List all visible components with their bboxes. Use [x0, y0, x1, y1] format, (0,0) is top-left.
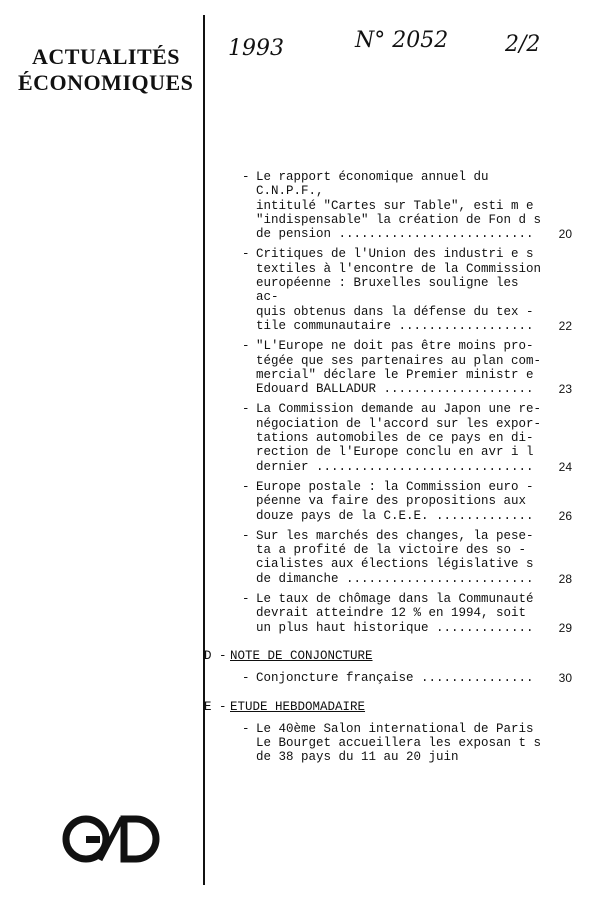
section-heading: NOTE DE CONJONCTURE	[230, 648, 373, 663]
toc-entry: - La Commission demande au Japon une re- négociation de l'accord sur les expor- tations automobiles de ce pays en di- rection de l'Europe conclu en avr i l dernier ............................. 24	[242, 402, 572, 474]
toc-entry-text: Critiques de l'Union des industri e s textiles à l'encontre de la Commission européenne : Bruxelles souligne les ac- quis obtenus dans la défense du tex - tile communautaire ..................	[256, 247, 542, 333]
toc-entry: - Sur les marchés des changes, la pese- ta a profité de la victoire des so - cialistes aux élections législative s de dimanche ......................... 28	[242, 528, 572, 586]
toc-entry-text: Sur les marchés des changes, la pese- ta a profité de la victoire des so - cialistes aux élections législative s de dimanche .........................	[256, 528, 534, 586]
section-d	[204, 649, 580, 663]
toc-entry-page: 30	[558, 671, 572, 686]
toc-entry-page: 29	[558, 620, 572, 635]
masthead	[18, 44, 198, 96]
toc-entry-text: Le 40ème Salon international de Paris Le Bourget accueillera les exposan t s de 38 pays du 11 au 20 juin	[256, 721, 542, 765]
toc-entry: - Europe postale : la Commission euro - péenne va faire des propositions aux douze pays de la C.E.E. ............. 26	[242, 479, 572, 523]
toc-entry: - Le 40ème Salon international de Paris Le Bourget accueillera les exposan t s de 38 pays du 11 au 20 juin	[230, 722, 580, 765]
section-letter: D -	[204, 648, 227, 663]
toc-entry-page: 22	[558, 318, 572, 333]
masthead-line-2: ÉCONOMIQUES	[18, 70, 194, 95]
toc-entry: - Le taux de chômage dans la Communauté devrait atteindre 12 % en 1994, soit un plus haut historique ............. 29	[242, 592, 572, 635]
toc-entry-text: "L'Europe ne doit pas être moins pro- tégée que ses partenaires au plan com- mercial" déclare le Premier ministr e Edouard BALLADUR ....................	[256, 339, 542, 397]
toc-entry-page: 26	[558, 508, 572, 523]
table-of-contents	[204, 170, 580, 771]
toc-entry: - "L'Europe ne doit pas être moins pro- tégée que ses partenaires au plan com- mercial" déclare le Premier ministr e Edouard BALLADUR .................... 23	[242, 339, 572, 397]
handwritten-year: 1993	[228, 36, 284, 61]
toc-entry-text: La Commission demande au Japon une re- négociation de l'accord sur les expor- tations automobiles de ce pays en di- rection de l'Europe conclu en avr i l dernier .............................	[256, 402, 542, 474]
toc-entry-text: Le rapport économique annuel du C.N.P.F., intitulé "Cartes sur Table", esti m e "indispensable" la création de Fon d s de pension ..........................	[256, 170, 542, 242]
section-e	[204, 700, 580, 714]
handwritten-number: N° 2052	[355, 28, 449, 53]
toc-entry: - Le rapport économique annuel du C.N.P.F., intitulé "Cartes sur Table", esti m e "indispensable" la création de Fon d s de pension .......................... 20	[242, 170, 572, 242]
toc-entry: - Critiques de l'Union des industri e s textiles à l'encontre de la Commission européenne : Bruxelles souligne les ac- quis obtenus dans la défense du tex - tile communautaire .................. 22	[242, 247, 572, 333]
section-letter: E -	[204, 699, 227, 714]
section-heading: ETUDE HEBDOMADAIRE	[230, 699, 366, 714]
vertical-divider	[203, 15, 205, 885]
toc-entry-page: 28	[558, 571, 572, 586]
toc-entry: - Conjoncture française ............... 30	[242, 671, 572, 686]
toc-entry-page: 20	[558, 227, 572, 242]
toc-entry-page: 24	[558, 459, 572, 474]
masthead-line-1: ACTUALITÉS	[32, 44, 181, 69]
toc-entry-text: Conjoncture française ...............	[256, 671, 534, 686]
toc-entry-page: 23	[558, 382, 572, 397]
toc-entry-text: Europe postale : la Commission euro - péenne va faire des propositions aux douze pays de la C.E.E. .............	[256, 479, 534, 523]
publisher-logo	[56, 814, 176, 864]
toc-entry-text: Le taux de chômage dans la Communauté devrait atteindre 12 % en 1994, soit un plus haut historique .............	[256, 592, 534, 635]
handwritten-fraction: 2/2	[505, 32, 541, 57]
